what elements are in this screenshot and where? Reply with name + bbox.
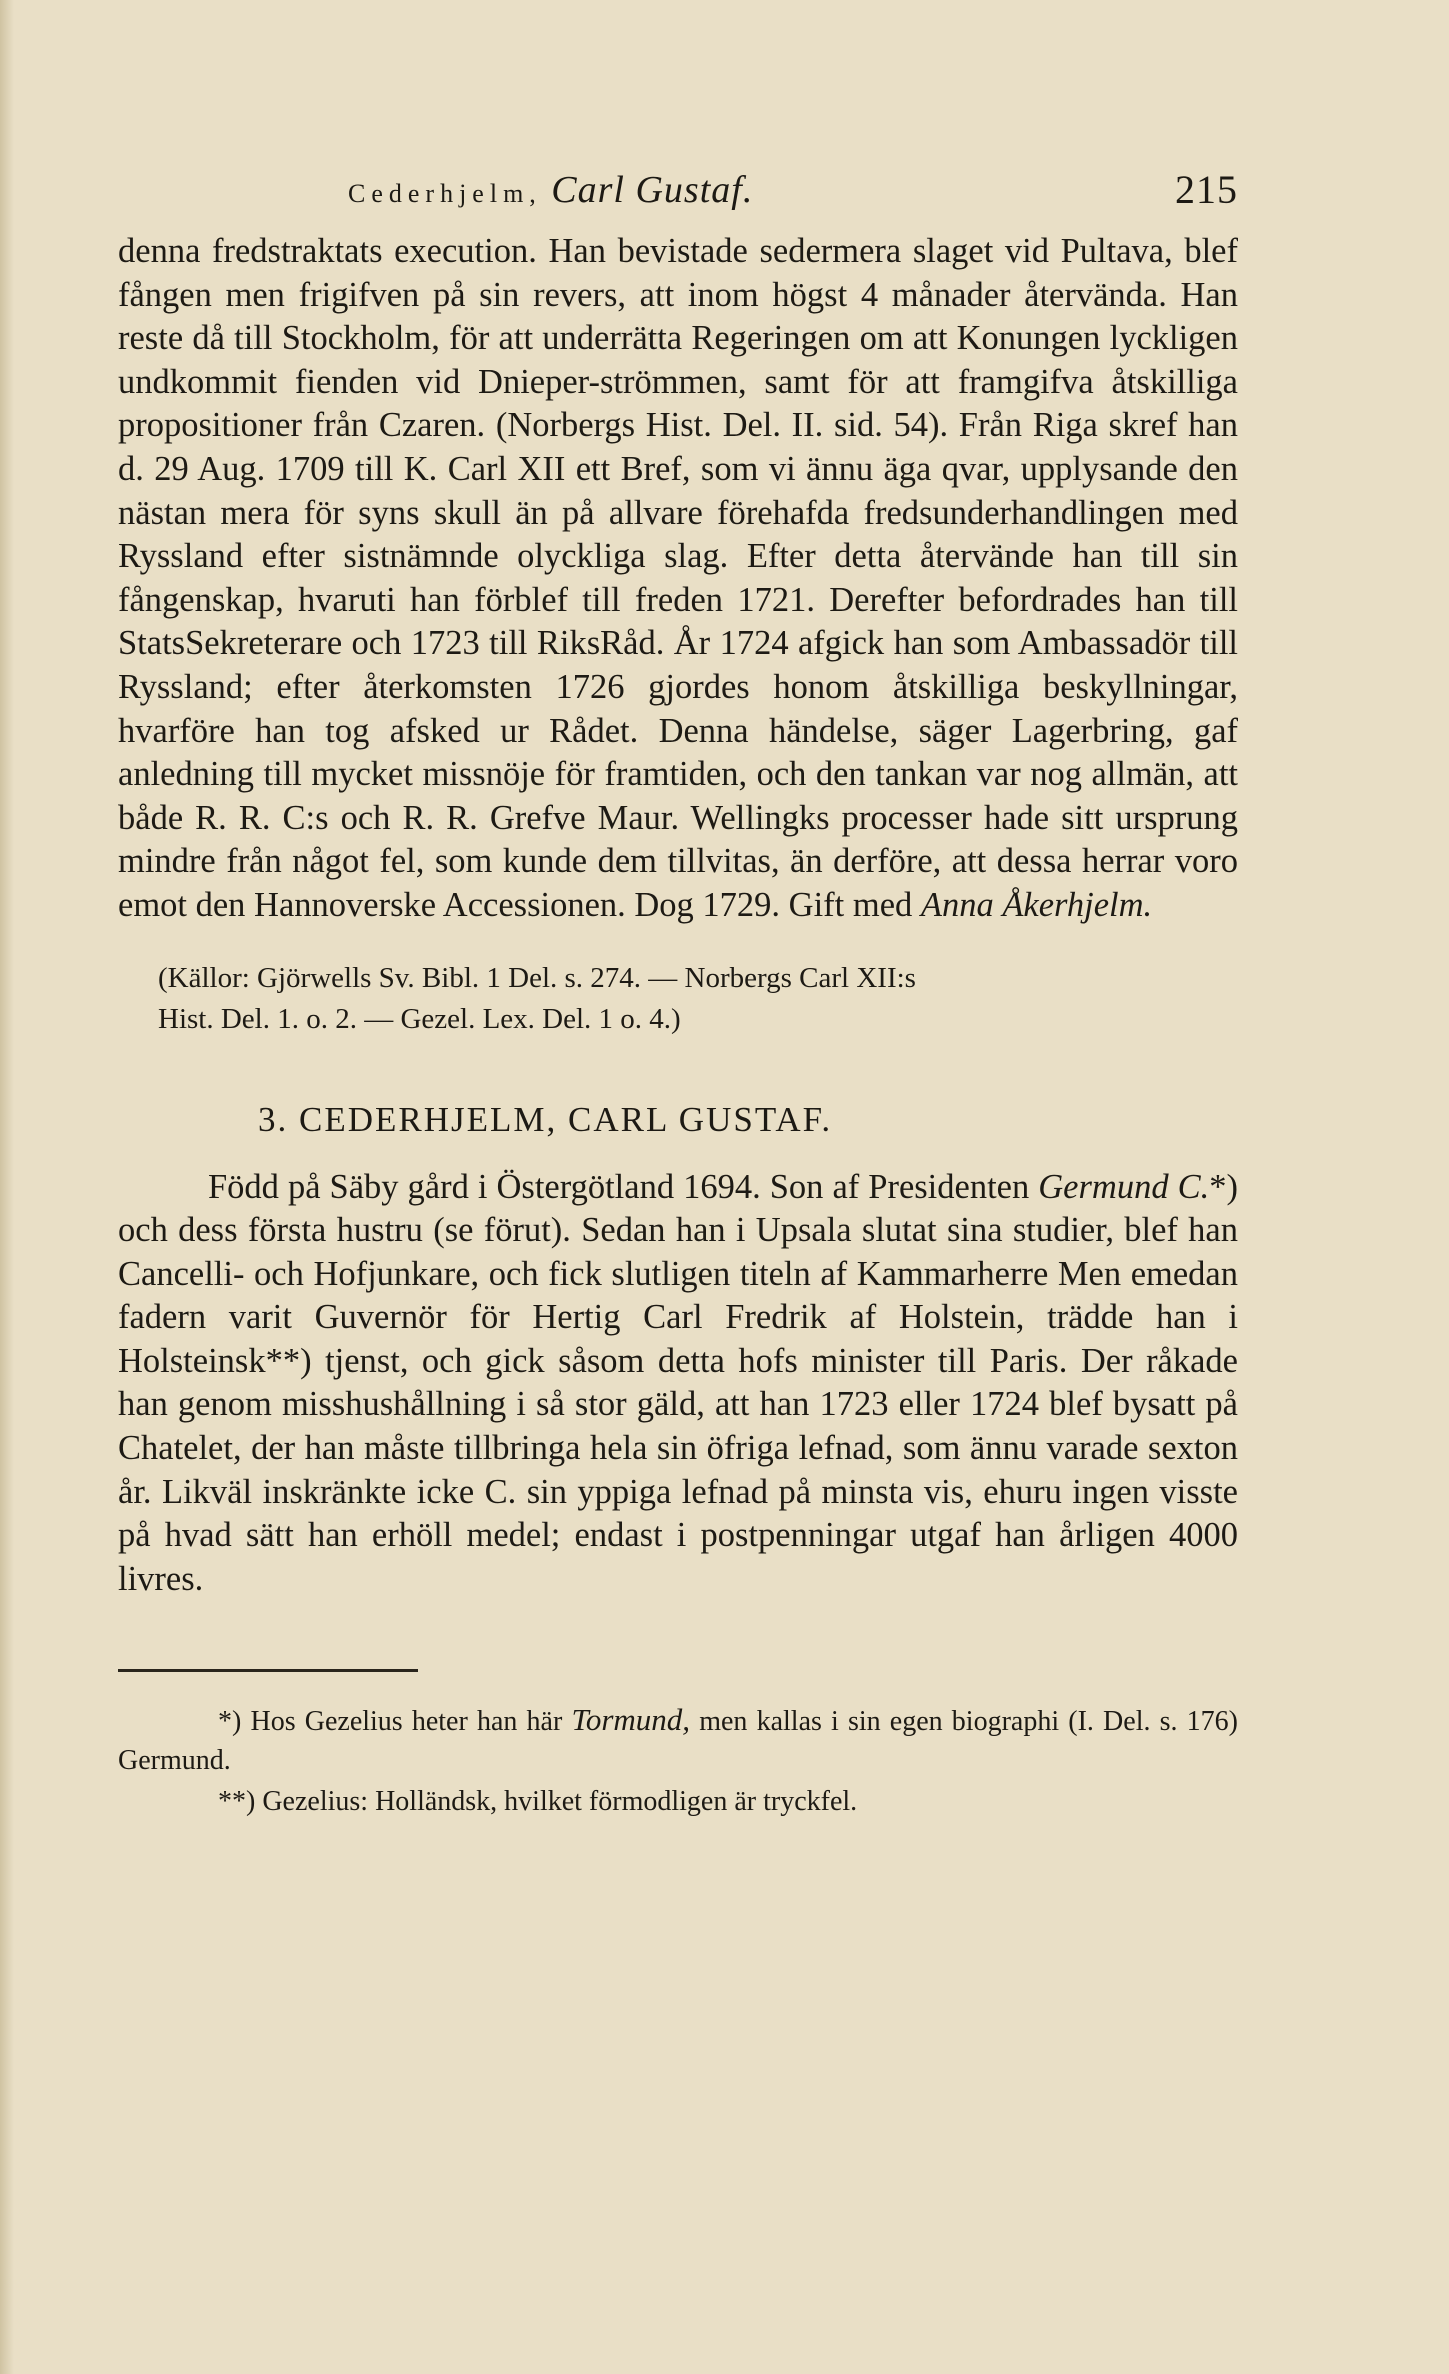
footnote-1-text-rest: men kallas i sin egen biographi (I. Del. s. 176) Germund. bbox=[118, 1706, 1239, 1777]
footnote-1-text-start: *) Hos Gezelius heter han här bbox=[218, 1706, 563, 1738]
paragraph-text-rest: *) och dess första hustru (se förut). Sedan han i Upsala slutat sina studier, blef han Cancelli- och Hofjunkare, och fick slutligen titeln af Kammarherre Men emedan fadern varit Guvernör för Hertig Carl Fredrik af Holstein, trädde han i Holsteinsk**) tjenst, och gick såsom detta hofs minister till Paris. Der råkade han genom misshushållning i så stor gäld, att han 1723 eller 1724 blef bysatt på Chatelet, der han måste tillbringa hela sin öfriga lefnad, som ännu varade sexton år. Likväl inskränkte icke C. sin yppiga lefnad på minsta vis, ehuru ingen visste på hvad sätt han erhöll medel; endast i postpenningar utgaf han årligen 4000 livres. bbox=[118, 1167, 1238, 1598]
body-paragraph-biography bbox=[118, 1166, 1238, 1602]
paragraph-text-start: Född på Säby gård i Östergötland 1694. Son af Presidenten bbox=[208, 1167, 1030, 1206]
wife-name: Anna Åkerhjelm. bbox=[920, 885, 1153, 924]
section-heading: 3. CEDERHJELM, CARL GUSTAF. bbox=[258, 1099, 833, 1139]
sources-note bbox=[158, 958, 1238, 1040]
footnote-1-italic-name: Tormund, bbox=[571, 1702, 691, 1738]
sources-line-1: (Källor: Gjörwells Sv. Bibl. 1 Del. s. 274. — Norbergs Carl XII:s bbox=[158, 961, 916, 994]
father-name: Germund C. bbox=[1038, 1167, 1210, 1206]
footnote-2: **) Gezelius: Holländsk, hvilket förmodligen är tryckfel. bbox=[218, 1786, 858, 1818]
book-page bbox=[118, 160, 1238, 1821]
paragraph-text: denna fredstraktats execution. Han bevistade sedermera slaget vid Pultava, blef fången men frigifven på sin revers, att inom högst 4 månader återvända. Han reste då till Stockholm, för att underrätta Regeringen om att Konungen lyckligen undkommit fienden vid Dnieper-strömmen, samt för att framgifva åtskilliga propositioner från Czaren. (Norbergs Hist. Del. II. sid. 54). Från Riga skref han d. 29 Aug. 1709 till K. Carl XII ett Bref, som vi ännu äga qvar, upplysande den nästan mera för syns skull än på allvare förehafda fredsunderhandlingen med Ryssland efter sistnämnde olyckliga slag. Efter detta återvände han till sin fångenskap, hvaruti han förblef till freden 1721. Derefter befordrades han till StatsSekreterare och 1723 till RiksRåd. År 1724 afgick han som Ambassadör till Ryssland; efter återkomsten 1726 gjordes honom åtskilliga beskyllningar, hvarföre han tog afsked ur Rådet. Denna händelse, säger Lagerbring, gaf anledning till mycket missnöje för framtiden, och den tankan var nog allmän, att både R. R. C:s och R. R. Grefve Maur. Wellingks processer hade sitt ursprung mindre från något fel, som kunde dem tillvitas, än derföre, att dessa herrar voro emot den Hannoverske Accessionen. Dog 1729. Gift med bbox=[118, 232, 1238, 924]
running-head-title bbox=[348, 168, 753, 212]
footnote-1 bbox=[118, 1700, 1238, 1780]
running-head-given-names: Carl Gustaf. bbox=[551, 169, 754, 211]
sources-line-2: Hist. Del. 1. o. 2. — Gezel. Lex. Del. 1 o. 4.) bbox=[158, 1002, 681, 1035]
footnote-rule bbox=[118, 1669, 418, 1672]
page-edge bbox=[0, 0, 14, 2374]
running-head bbox=[118, 160, 1238, 230]
body-paragraph-continued bbox=[118, 230, 1238, 928]
page-number: 215 bbox=[1175, 167, 1238, 212]
running-head-name: Cederhjelm, bbox=[348, 179, 542, 208]
